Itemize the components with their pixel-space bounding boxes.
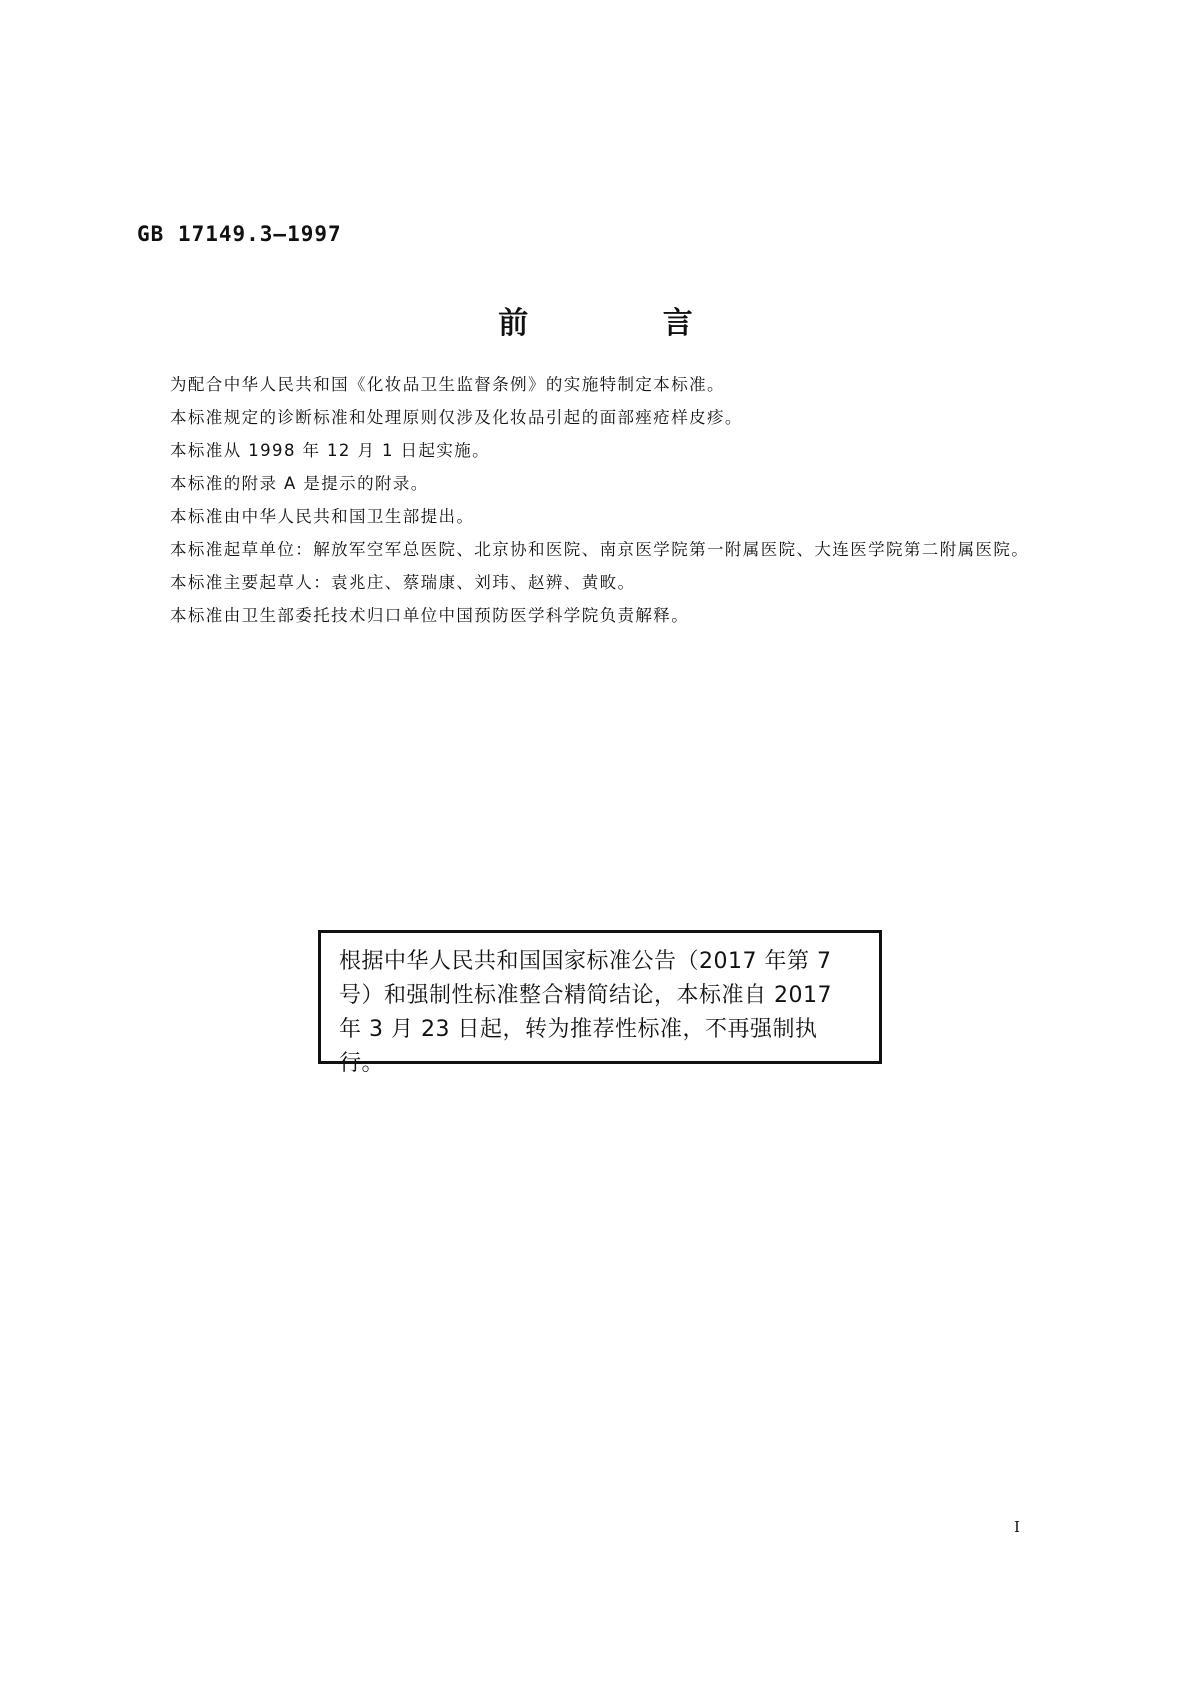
paragraph: 为配合中华人民共和国《化妆品卫生监督条例》的实施特制定本标准。 [170,375,725,394]
paragraph: 本标准由卫生部委托技术归口单位中国预防医学科学院负责解释。 [170,606,690,625]
paragraph: 本标准的附录 A 是提示的附录。 [170,474,429,493]
notice-box [318,930,882,1076]
foreword-body [137,368,1057,632]
paragraph: 本标准主要起草人：袁兆庄、蔡瑞康、刘玮、赵辨、黄畋。 [170,573,636,592]
paragraph: 本标准起草单位：解放军空军总医院、北京协和医院、南京医学院第一附属医院、大连医学院第二附属医院。 [170,540,1030,559]
paragraph: 本标准从 1998 年 12 月 1 日起实施。 [170,441,491,460]
page-number: I [1014,1518,1020,1536]
paragraph: 本标准规定的诊断标准和处理原则仅涉及化妆品引起的面部痤疮样皮疹。 [170,408,743,427]
standard-number: GB 17149.3—1997 [137,222,342,246]
page-title: 前 言 [498,306,755,341]
paragraph: 本标准由中华人民共和国卫生部提出。 [170,507,475,526]
notice-text: 根据中华人民共和国国家标准公告（2017 年第 7 号）和强制性标准整合精简结论，本标准自 2017 年 3 月 23 日起，转为推荐性标准，不再强制执行。 [339,949,832,1076]
